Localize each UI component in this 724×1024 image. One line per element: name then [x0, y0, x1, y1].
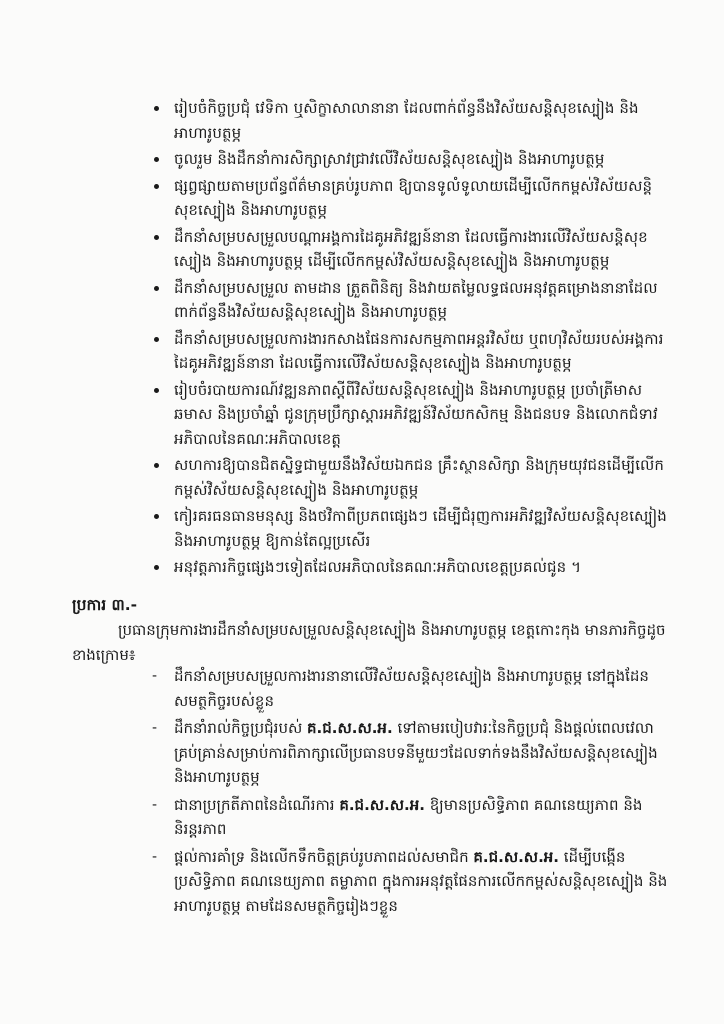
- list-item-text: រៀបចំរបាយការណ៍វឌ្ឍនភាពស្តីពីវិស័យសន្តិសុខស្បៀង និងអាហារូបត្ថម្ភ ប្រចាំត្រីមាស ឆមាស និងប្រចាំឆ្នាំ ជូនក្រុមប្រឹក្សាស្តារអភិវឌ្ឍន៍វិស័យកសិកម្ម និងជនបទ និងលោកជំទាវអភិបាលនៃគណៈអភិបាលខេត្ត: [174, 380, 658, 448]
- article-intro: ប្រធានក្រុមការងារដឹកនាំសម្របសម្រួលសន្តិសុខស្បៀង និងអាហារូបត្ថម្ភ ខេត្តកោះកុង មានភារកិច្ចដូចខាងក្រោម៖: [72, 621, 666, 664]
- bullet-dot-icon: [154, 388, 159, 393]
- list-item-text: ដឹកនាំសម្របសម្រួលការងារកសាងផែនការសកម្មភាពអន្តរវិស័យ ឬពហុវិស័យរបស់អង្គការដៃគូអភិវឌ្ឍន៍នានា ដែលធ្វើការលើវិស័យសន្តិសុខស្បៀង និងអាហារូបត្ថម្ភ: [174, 329, 664, 372]
- list-item-text: ទៅតាមរបៀបវារៈនៃកិច្ចប្រជុំ និងផ្តល់ពេលវេលាគ្រប់គ្រាន់សម្រាប់ការពិភាក្សាលើប្រធានបទនីមួយៗដែលទាក់ទងនឹងវិស័យសន្តិសុខស្បៀង និងអាហារូបត្ថម្ភ: [174, 719, 658, 786]
- bullet-dot-icon: [154, 235, 159, 240]
- bullet-dot-icon: [154, 106, 159, 111]
- bullet-dot-icon: [154, 337, 159, 342]
- committee-abbreviation: គ.ជ.ស.ស.អ.: [473, 847, 559, 866]
- bullet-dot-icon: [154, 286, 159, 291]
- bullet-dot-icon: [154, 157, 159, 162]
- list-item-text: អនុវត្តភារកិច្ចផ្សេងៗទៀតដែលអភិបាលនៃគណៈអភិបាលខេត្តប្រគល់ជូន ។: [174, 558, 582, 576]
- list-item: [150, 147, 670, 172]
- list-item: [150, 845, 670, 919]
- list-item: [150, 174, 670, 223]
- list-item-text: ដឹកនាំសម្របសម្រួលបណ្តាអង្គការដៃគូអភិវឌ្ឍន៍នានា ដែលធ្វើការងារលើវិស័យសន្តិសុខស្បៀង និងអាហារូបត្ថម្ភ ដើម្បីលើកកម្ពស់វិស័យសន្តិសុខស្បៀង និងអាហារូបត្ថម្ភ: [174, 227, 648, 270]
- list-item-text: ដឹកនាំសម្របសម្រួល តាមដាន ត្រួតពិនិត្យ និងវាយតម្លៃលទ្ធផលអនុវត្តគម្រោងនានាដែលពាក់ព័ន្ធនឹងវិស័យសន្តិសុខស្បៀង និងអាហារូបត្ថម្ភ: [174, 278, 658, 321]
- dash-marker-icon: -: [152, 848, 158, 865]
- list-item: [150, 96, 670, 145]
- list-item-text: ផ្តល់ការគាំទ្រ និងលើកទឹកចិត្តគ្រប់រូបភាពដល់សមាជិក: [174, 847, 469, 866]
- bullet-dot-icon: [154, 565, 159, 570]
- list-item-text: ដឹកនាំសម្របសម្រួលការងារនានាលើវិស័យសន្តិសុខស្បៀង និងអាហារូបត្ថម្ភ នៅក្នុងដែនសមត្ថកិច្ចរបស់ខ្លួន: [174, 667, 649, 710]
- list-item: [150, 276, 670, 325]
- committee-abbreviation: គ.ជ.ស.ស.អ.: [339, 795, 425, 814]
- dash-marker-icon: -: [152, 668, 158, 684]
- list-item-text: ដើម្បីបង្កើនប្រសិទ្ធិភាព គណនេយ្យភាព តម្លាភាព ក្នុងការអនុវត្តផែនការលើកកម្ពស់សន្តិសុខស្បៀង និងអាហារូបត្ថម្ភ តាមដែនសមត្ថកិច្ចរៀងៗខ្លួន: [174, 847, 668, 915]
- bullet-dot-icon: [154, 514, 159, 519]
- list-item-text: សហការឱ្យបានជិតស្និទ្ធជាមួយនឹងវិស័យឯកជន គ្រឹះស្ថានសិក្សា និងក្រុមយុវជនដើម្បីលើកកម្ពស់វិស័យសន្តិសុខស្បៀង និងអាហារូបត្ថម្ភ: [174, 456, 664, 499]
- article-heading: ប្រការ ៣.-: [72, 596, 138, 614]
- list-item: [150, 453, 670, 502]
- list-item: [150, 793, 670, 842]
- list-item-text: ចូលរួម និងដឹកនាំការសិក្សាស្រាវជ្រាវលើវិស័យសន្តិសុខស្បៀង និងអាហារូបត្ថម្ភ: [174, 150, 605, 168]
- list-item: [150, 555, 670, 580]
- list-item: [150, 378, 670, 452]
- bullet-dot-icon: [154, 184, 159, 189]
- list-item: [150, 716, 670, 790]
- list-item-text: ឱ្យមានប្រសិទ្ធិភាព គណនេយ្យភាព និងនិរន្តរភាព: [174, 795, 643, 838]
- duties-bullet-list: [150, 96, 670, 582]
- list-item: [150, 504, 670, 553]
- list-item-text: ផ្សព្វផ្សាយតាមប្រព័ន្ធព័ត៌មានគ្រប់រូបភាព ឱ្យបានទូលំទូលាយដើម្បីលើកកម្ពស់វិស័យសន្តិសុខស្បៀង និងអាហារូបត្ថម្ភ: [174, 176, 653, 219]
- list-item: [150, 225, 670, 274]
- list-item: [150, 664, 670, 713]
- list-item-text: រៀបចំកិច្ចប្រជុំ វេទិកា ឬសិក្ខាសាលានានា ដែលពាក់ព័ន្ធនឹងវិស័យសន្តិសុខស្បៀង និងអាហារូបត្ថម្ភ: [174, 99, 639, 142]
- list-item-text: កៀរគរធនធានមនុស្ស និងថវិកាពីប្រភពផ្សេងៗ ដើម្បីជំរុញការអភិវឌ្ឍវិស័យសន្តិសុខស្បៀង និងអាហារូបត្ថម្ភ ឱ្យកាន់តែល្អប្រសើរ: [174, 507, 667, 550]
- list-item-text: ដឹកនាំរាល់កិច្ចប្រជុំរបស់: [174, 719, 303, 737]
- article-dash-list: [150, 664, 670, 921]
- dash-marker-icon: -: [152, 720, 158, 736]
- committee-abbreviation: គ.ជ.ស.ស.អ.: [307, 719, 393, 737]
- dash-marker-icon: -: [152, 796, 158, 813]
- list-item: [150, 327, 670, 376]
- bullet-dot-icon: [154, 463, 159, 468]
- list-item-text: ជានាប្រក្រតីភាពនៃដំណើរការ: [174, 795, 335, 814]
